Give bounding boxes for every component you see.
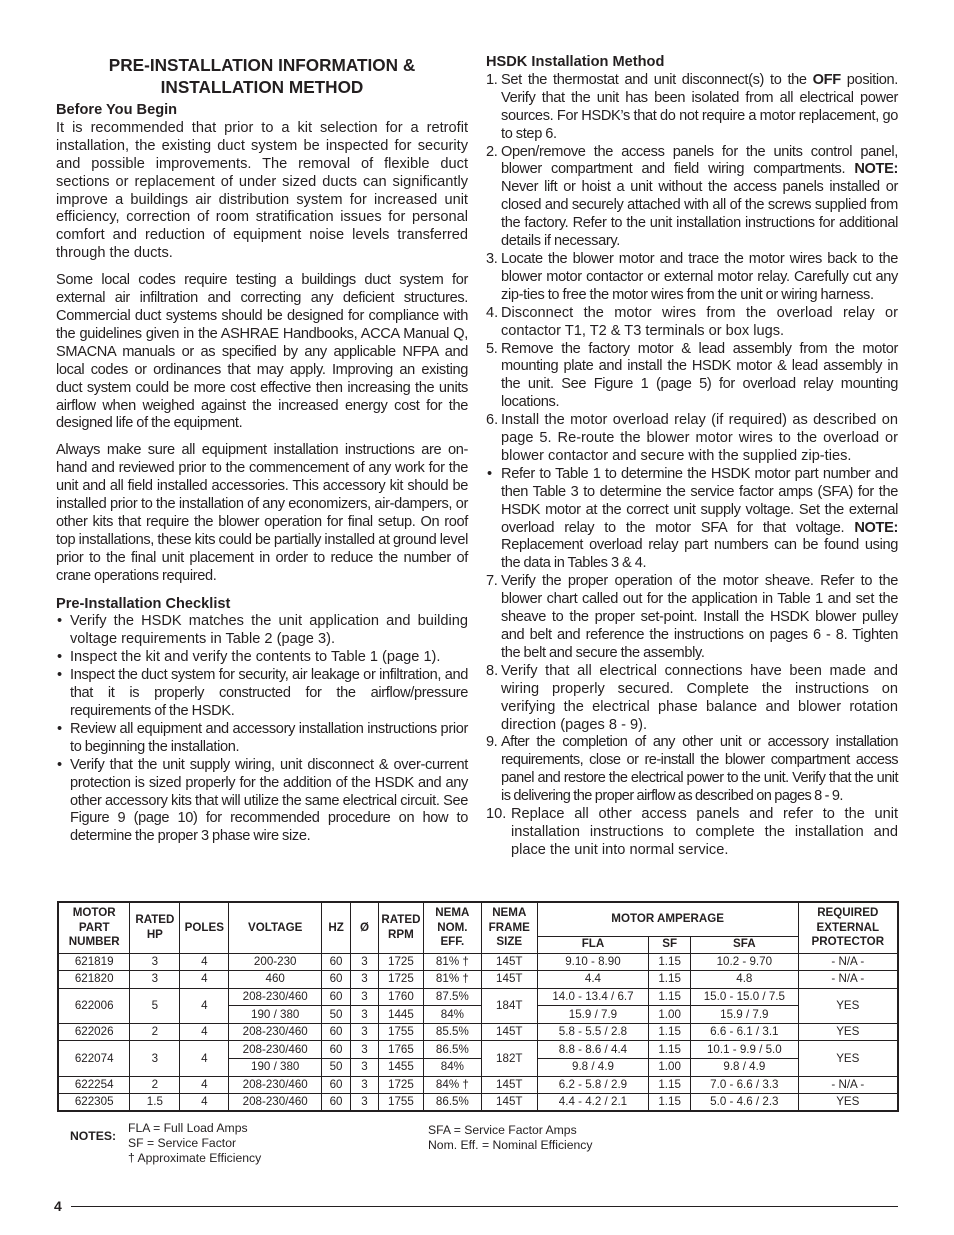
header-voltage: VOLTAGE (229, 902, 322, 953)
cell: 3 (351, 971, 379, 989)
cell: YES (798, 1094, 898, 1112)
before-you-begin-paragraph-1: It is recommended that prior to a kit selection for a retrofit installation, the existing duct system be inspected for security and possible improvements. The removal of flexible duct sections or replacement of under sized ducts can significantly improve a buildings air distribution system for increased unit efficiency, correction of room stratification issues for personal comfort and reduction of equipment noise levels transferred through the ducts. (56, 119, 468, 262)
header-rated-hp (130, 902, 180, 953)
cell: 15.0 - 15.0 / 7.5 (691, 988, 798, 1006)
notes-left (128, 1121, 261, 1167)
checklist-item: • Inspect the duct system for security, air leakage or infiltration, and that it is properly constructed for the airflow/pressure requirements of the HSDK. (56, 667, 468, 721)
cell: 86.5% (423, 1041, 481, 1059)
step-text: Disconnect the motor wires from the overload relay or contactor T1, T2 & T3 terminals or box lugs. (501, 304, 898, 339)
cell: 84% (423, 1006, 481, 1024)
header-text: FRAME (488, 920, 530, 934)
cell: 3 (351, 988, 379, 1006)
cell: 208-230/460 (229, 1076, 322, 1094)
cell: 60 (322, 988, 351, 1006)
header-text: REQUIRED (817, 906, 879, 919)
header-text: EFF. (440, 935, 465, 948)
cell: 1.00 (649, 1006, 691, 1024)
step-bold: OFF (812, 71, 841, 88)
cell: 4 (180, 1023, 229, 1041)
cell: 3 (351, 1006, 379, 1024)
note-fla: FLA = Full Load Amps (128, 1121, 248, 1135)
cell: 145T (481, 1094, 537, 1112)
cell: 145T (481, 1023, 537, 1041)
table-row (58, 953, 898, 971)
step-6 (486, 412, 898, 466)
cell: 10.2 - 9.70 (691, 953, 798, 971)
installation-method-heading: HSDK Installation Method (486, 54, 665, 70)
cell: 1.15 (649, 953, 691, 971)
cell: 4 (180, 953, 229, 971)
cell: 1725 (378, 971, 423, 989)
step-text: Replace all other access panels and refer to the unit installation instructions to complete the installation and place the unit into normal service. (511, 806, 898, 858)
step-text: Never lift or hoist a unit without the access panels installed or closed and securely attached with all of the screws supplied from the factory. Refer to the unit installation instructions for additional details if necessary. (501, 179, 898, 250)
checklist-item: • Verify the HSDK matches the unit application and building voltage requirements in Table 2 (page 3). (56, 613, 468, 649)
cell: 1.15 (649, 1094, 691, 1112)
cell: - N/A - (798, 971, 898, 989)
cell: 622006 (58, 988, 130, 1023)
cell: 621820 (58, 971, 130, 989)
note-approx-efficiency: † Approximate Efficiency (128, 1151, 262, 1166)
cell: 1.15 (649, 1041, 691, 1059)
cell: 3 (351, 1059, 379, 1077)
left-column (56, 54, 468, 846)
header-text: NEMA (492, 906, 527, 919)
header-poles: POLES (180, 902, 229, 953)
cell: 208-230/460 (229, 988, 322, 1006)
step-3 (486, 251, 898, 305)
cell: 1.15 (649, 1076, 691, 1094)
header-hz: HZ (322, 902, 351, 953)
step-text: Install the motor overload relay (if required) as described on page 5. Re-route the blower motor wires to the overload or blower contactor and secure with the supplied zip-ties. (501, 412, 898, 464)
header-text: NUMBER (68, 935, 120, 948)
cell: - N/A - (798, 1076, 898, 1094)
cell: 87.5% (423, 988, 481, 1006)
step-text: Set the thermostat and unit disconnect(s) to the (501, 71, 813, 88)
checklist-item: • Inspect the kit and verify the contents to Table 1 (page 1). (56, 649, 468, 667)
step-number: 1. (486, 71, 498, 88)
header-fla: FLA (537, 936, 648, 953)
cell: 5.0 - 4.6 / 2.3 (691, 1094, 798, 1112)
cell: 1.5 (130, 1094, 180, 1112)
checklist-item: • Verify that the unit supply wiring, unit disconnect & over-current protection is sized properly for the addition of the HSDK and any other accessory kits that will utilize the same electrical circuit. See Figure 9 (page 10) for recommended procedure on how to determine the proper 3 phase wire size. (56, 757, 468, 847)
cell: 1725 (378, 953, 423, 971)
cell: 622254 (58, 1076, 130, 1094)
header-sfa: SFA (691, 936, 798, 953)
cell: 4 (180, 988, 229, 1023)
cell: 3 (351, 1041, 379, 1059)
cell: 622026 (58, 1023, 130, 1041)
cell: 7.0 - 6.6 / 3.3 (691, 1076, 798, 1094)
cell: 622074 (58, 1041, 130, 1076)
header-text: NOM. (437, 920, 468, 934)
checklist-list (56, 613, 468, 846)
cell: 2 (130, 1023, 180, 1041)
cell: 4.4 (537, 971, 648, 989)
cell: - N/A - (798, 953, 898, 971)
step-9 (486, 734, 898, 806)
header-sf: SF (649, 936, 691, 953)
cell: YES (798, 988, 898, 1023)
cell: 1765 (378, 1041, 423, 1059)
cell: 3 (130, 953, 180, 971)
before-you-begin-paragraph-2: Some local codes require testing a buildings duct system for external air infiltration and correcting any deficient structures. Commercial duct systems should be designed for compliance with the guidelines given in the ASHRAE Handbooks, ACCA Manual Q, SMACNA manuals or as specified by any applicable NFPA and local codes or ordinances that may apply. Improving an existing duct system could be more cost effective then increasing the units airflow when weighed against the increased energy cost for the designed life of the equipment. (56, 272, 468, 432)
cell: 14.0 - 13.4 / 6.7 (537, 988, 648, 1006)
header-text: MOTOR (72, 906, 116, 919)
cell: 3 (351, 953, 379, 971)
step-number: 10. (486, 806, 507, 823)
notes-label: NOTES: (70, 1129, 117, 1143)
cell: 81% † (423, 971, 481, 989)
page-title (56, 54, 468, 98)
installation-steps (486, 72, 898, 860)
table-row (58, 1023, 898, 1041)
step-text: Refer to Table 1 to determine the HSDK motor part number and then Table 3 to determine the service factor amps (SFA) for the HSDK motor at the correct unit supply voltage. Set the external overload relay to the motor SFA for that voltage. (501, 465, 898, 536)
cell: 5.8 - 5.5 / 2.8 (537, 1023, 648, 1041)
step-number: 4. (486, 304, 499, 321)
step-note-label: NOTE: (854, 519, 898, 536)
table-row (58, 1041, 898, 1059)
cell: 3 (351, 1094, 379, 1112)
cell: 184T (481, 988, 537, 1023)
cell: 15.9 / 7.9 (691, 1006, 798, 1024)
cell: 60 (322, 1023, 351, 1041)
header-text: PART (78, 920, 110, 934)
cell: 60 (322, 1076, 351, 1094)
cell: 1725 (378, 1076, 423, 1094)
step-text: Verify that all electrical connections have been made and wiring properly secured. Complete the instructions on verifying the electrical phase balance and blower rotation direction (pages 8 - 9). (501, 662, 898, 733)
header-text: SIZE (496, 935, 523, 948)
cell: 200-230 (229, 953, 322, 971)
cell: 2 (130, 1076, 180, 1094)
step-note-label: NOTE: (854, 161, 898, 178)
cell: 60 (322, 1041, 351, 1059)
header-text: EXTERNAL (816, 920, 880, 934)
step-text: Verify the proper operation of the motor sheave. Refer to the blower chart called out for the application in Table 1 and set the sheave to the proper set-point. Install the HSDK blower pulley and belt and reference the instructions on pages 6 - 8. Tighten the belt and secure the assembly. (501, 573, 898, 661)
cell: 208-230/460 (229, 1023, 322, 1041)
footer-rule (71, 1206, 898, 1207)
step-text: Replacement overload relay part numbers can be found using the data in Tables 3 & 4. (501, 537, 898, 572)
cell: 182T (481, 1041, 537, 1076)
cell: 10.1 - 9.9 / 5.0 (691, 1041, 798, 1059)
before-you-begin-heading: Before You Begin (56, 102, 178, 118)
cell: 1.00 (649, 1059, 691, 1077)
step-text: Open/remove the access panels for the units control panel, blower compartment and field wiring compartments. (501, 143, 898, 178)
header-text: RATED (381, 913, 421, 927)
table-row (58, 988, 898, 1006)
step-1 (486, 72, 898, 144)
before-you-begin-paragraph-3: Always make sure all equipment installation instructions are on-hand and reviewed prior to the commencement of any work for the unit and all field installed accessories. This accessory kit should be installed prior to the installation of any economizers, air-dampers, or other kits that require the blower operation for final setup. On roof top installations, these kits could be partially installed at ground level prior to the final unit placement in order to reduce the number of crane operations required. (56, 442, 468, 584)
header-text: NEMA (435, 906, 470, 919)
note-nom-eff: Nom. Eff. = Nominal Efficiency (428, 1138, 593, 1153)
step-number: 6. (486, 412, 499, 429)
step-text: Locate the blower motor and trace the motor wires back to the blower motor contactor or external motor relay. Carefully cut any zip-ties to free the motor wires from the unit or wiring harness. (501, 250, 898, 303)
step-number: 9. (486, 734, 498, 751)
cell: 208-230/460 (229, 1041, 322, 1059)
cell: 50 (322, 1006, 351, 1024)
header-motor-part-number (58, 902, 130, 953)
checklist-heading: Pre-Installation Checklist (56, 595, 231, 612)
cell: 1455 (378, 1059, 423, 1077)
cell: 1755 (378, 1094, 423, 1112)
cell: 4 (180, 1076, 229, 1094)
step-6-sub (486, 466, 898, 573)
cell: 190 / 380 (229, 1059, 322, 1077)
cell: 145T (481, 953, 537, 971)
cell: 86.5% (423, 1094, 481, 1112)
cell: 60 (322, 953, 351, 971)
notes-right (428, 1123, 592, 1153)
cell: 3 (351, 1076, 379, 1094)
step-bullet: • (487, 465, 492, 482)
table-row (58, 1094, 898, 1112)
cell: 145T (481, 971, 537, 989)
table-row (58, 1076, 898, 1094)
page-title-line2: INSTALLATION METHOD (160, 77, 364, 97)
note-sf: SF = Service Factor (128, 1136, 237, 1151)
header-text: HP (146, 927, 163, 941)
cell: 1.15 (649, 988, 691, 1006)
cell: 9.8 / 4.9 (691, 1059, 798, 1077)
step-text: After the completion of any other unit or accessory installation requirements, close or re-install the blower compartment access panel and restore the electrical power to the unit. Verify that the unit is delivering the proper airflow as described on pages 8 - 9. (501, 734, 898, 805)
cell: 84% † (423, 1076, 481, 1094)
cell: 84% (423, 1059, 481, 1077)
header-text: RPM (388, 927, 414, 941)
cell: 60 (322, 971, 351, 989)
cell: 9.8 / 4.9 (537, 1059, 648, 1077)
header-phase: Ø (351, 902, 379, 953)
cell: 1.15 (649, 971, 691, 989)
header-nema-frame (481, 902, 537, 953)
cell: 4.4 - 4.2 / 2.1 (537, 1094, 648, 1112)
cell: 460 (229, 971, 322, 989)
header-text: PROTECTOR (811, 935, 885, 948)
step-10 (486, 806, 898, 860)
step-number: 8. (486, 662, 499, 679)
cell: 3 (130, 1041, 180, 1076)
cell: 1760 (378, 988, 423, 1006)
cell: 208-230/460 (229, 1094, 322, 1112)
cell: 621819 (58, 953, 130, 971)
step-number: 2. (486, 143, 498, 160)
table-row (58, 971, 898, 989)
step-number: 5. (486, 340, 498, 357)
cell: 6.2 - 5.8 / 2.9 (537, 1076, 648, 1094)
cell: YES (798, 1023, 898, 1041)
cell: 4 (180, 1094, 229, 1112)
motor-spec-table (57, 901, 899, 1112)
cell: 8.8 - 8.6 / 4.4 (537, 1041, 648, 1059)
cell: 5 (130, 988, 180, 1023)
header-rated-rpm (378, 902, 423, 953)
header-motor-amperage: MOTOR AMPERAGE (537, 902, 798, 936)
step-4 (486, 305, 898, 341)
step-7 (486, 573, 898, 663)
step-number: 3. (486, 250, 498, 267)
cell: 145T (481, 1076, 537, 1094)
cell: 50 (322, 1059, 351, 1077)
cell: 4 (180, 1041, 229, 1076)
cell: 3 (130, 971, 180, 989)
cell: 85.5% (423, 1023, 481, 1041)
step-text: Remove the factory motor & lead assembly from the motor mounting plate and install the HSDK motor & lead assembly in the unit. See Figure 1 (page 5) for overload relay mounting locations. (501, 340, 898, 411)
cell: 4 (180, 971, 229, 989)
page-number: 4 (54, 1198, 62, 1214)
cell: 15.9 / 7.9 (537, 1006, 648, 1024)
table-header-row (58, 902, 898, 936)
cell: 9.10 - 8.90 (537, 953, 648, 971)
step-2 (486, 144, 898, 251)
cell: 1755 (378, 1023, 423, 1041)
cell: YES (798, 1041, 898, 1076)
note-sfa: SFA = Service Factor Amps (428, 1123, 577, 1137)
step-text: position. Verify that the unit has been isolated from all electrical power sources. For HSDK’s that do not require a motor replacement, go to step 6. (501, 71, 898, 142)
cell: 4.8 (691, 971, 798, 989)
cell: 190 / 380 (229, 1006, 322, 1024)
checklist-item: • Review all equipment and accessory installation instructions prior to beginning the installation. (56, 721, 468, 757)
cell: 60 (322, 1094, 351, 1112)
header-nema-efficiency (423, 902, 481, 953)
header-required-protector (798, 902, 898, 953)
cell: 1.15 (649, 1023, 691, 1041)
step-number: 7. (486, 573, 498, 590)
cell: 6.6 - 6.1 / 3.1 (691, 1023, 798, 1041)
cell: 622305 (58, 1094, 130, 1112)
right-column (486, 54, 898, 860)
step-8 (486, 663, 898, 735)
page-title-line1: PRE-INSTALLATION INFORMATION & (108, 55, 416, 75)
cell: 1445 (378, 1006, 423, 1024)
header-text: RATED (135, 913, 175, 927)
step-5 (486, 341, 898, 413)
cell: 3 (351, 1023, 379, 1041)
cell: 81% † (423, 953, 481, 971)
